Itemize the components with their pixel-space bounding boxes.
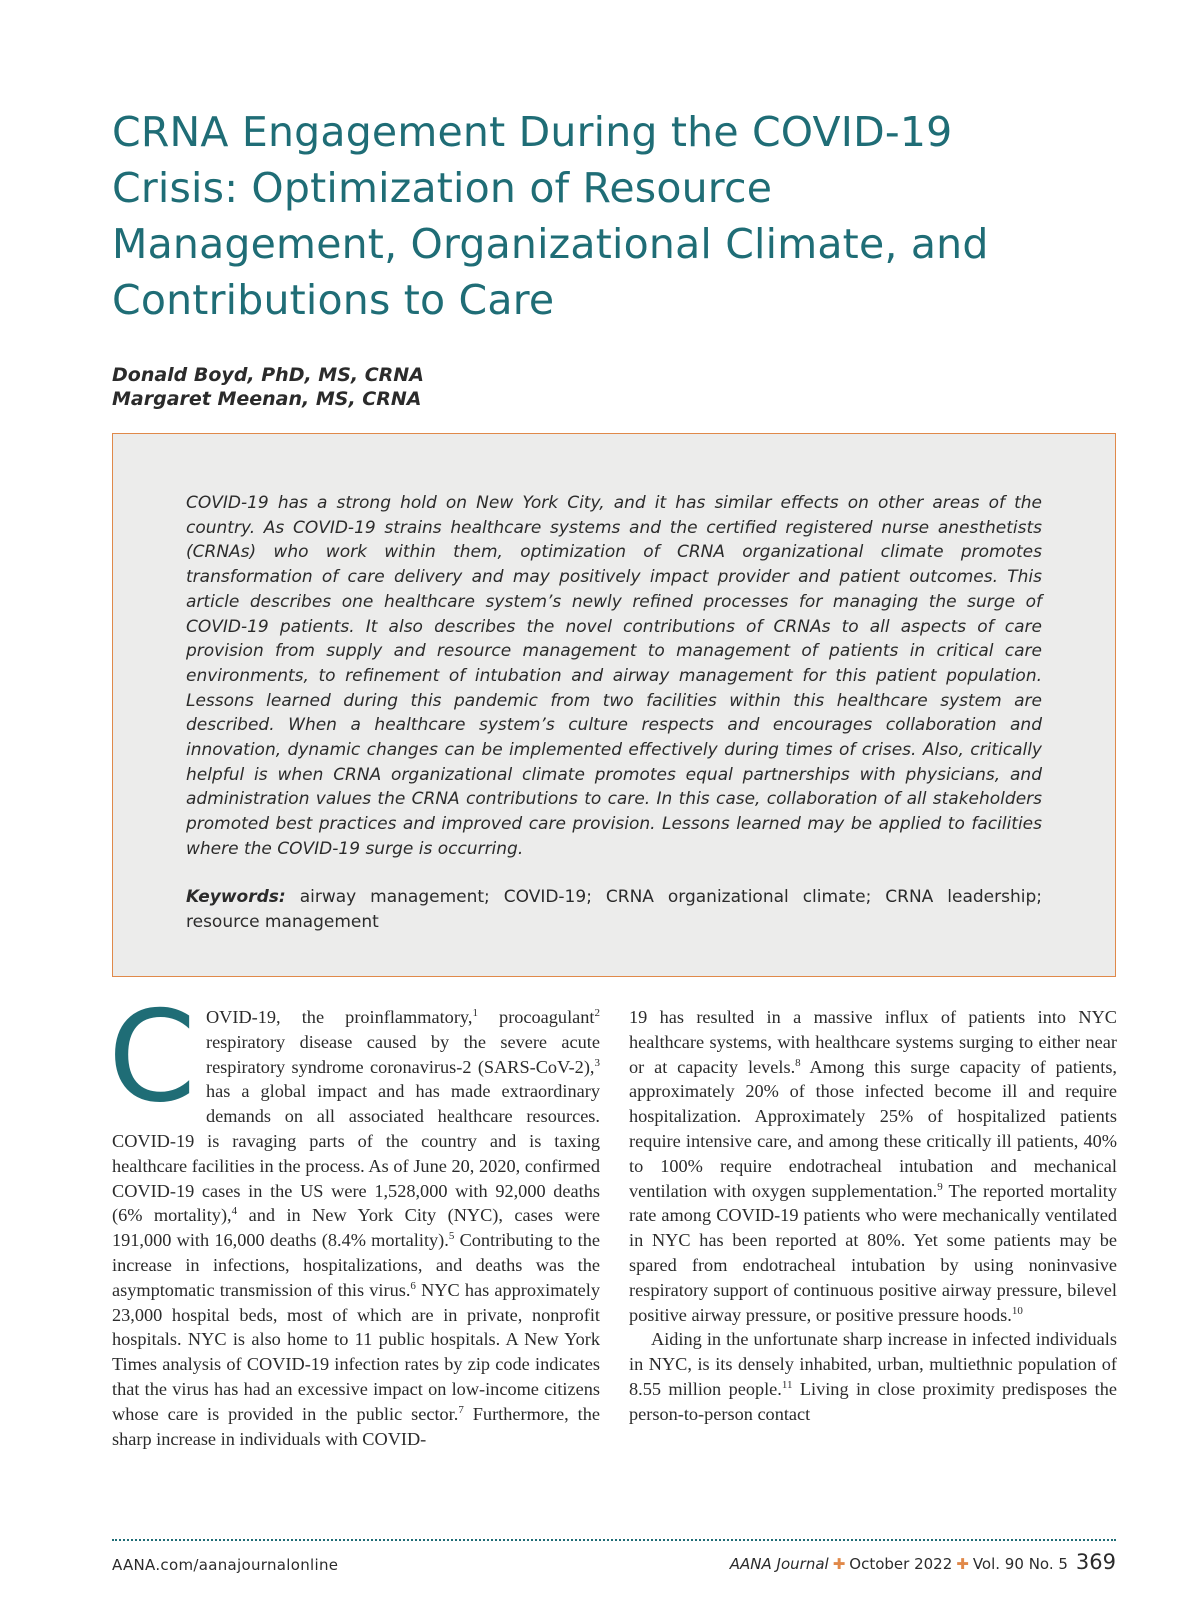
issue-date: October 2022 [849, 1555, 953, 1573]
body-column-left [108, 983, 600, 1451]
keywords [186, 885, 1042, 934]
citation-reference: 3 [594, 1056, 600, 1069]
citation-reference: 7 [458, 1403, 464, 1416]
author-name: Donald Boyd, PhD, MS, CRNA [112, 364, 424, 386]
volume: Vol. 90 [972, 1555, 1024, 1573]
journal-name: AANA Journal [729, 1555, 829, 1573]
drop-cap: C [108, 983, 196, 1130]
citation-reference: 11 [781, 1378, 793, 1391]
citation-reference: 2 [594, 1006, 600, 1019]
author-name: Margaret Meenan, MS, CRNA [112, 388, 422, 410]
body-paragraph: 19 has resulted in a massive influx of patients into NYC healthcare systems, with healthcare systems surging to either near or at capacity levels.$^8$ Among this surge capacity of patients, approximately 20% of those infected become ill and require hospitalization. Approximately 25% of hospitalized patients require intensive care, and among these critically ill patients, 40% to 100% require endotracheal intubation and mechanical ventilation with oxygen supplementation.$^9$ The reported mortality rate among COVID-19 patients who were mechanically ventilated in NYC has been reported at 80%. Yet some patients may be spared from endotracheal intubation by using noninvasive respiratory support of continuous positive airway pressure, bilevel positive airway pressure, or positive pressure hoods.$^{10}$ [629, 1007, 1117, 1325]
abstract-text: COVID-19 has a strong hold on New York City, and it has similar effects on other areas of the country. As COVID-19 strains healthcare systems and the certified registered nurse anesthetists (CRNAs) who work within them, optimization of CRNA organizational climate promotes transformation of care delivery and may positively impact provider and patient outcomes. This article describes one healthcare system’s newly refined processes for managing the surge of COVID-19 patients. It also describes the novel contributions of CRNAs to all aspects of care provision from supply and resource management to management of patients in critical care environments, to refinement of intubation and airway management for this patient population. Lessons learned during this pandemic from two facilities within this healthcare system are described. When a healthcare system’s culture respects and encourages collaboration and innovation, dynamic changes can be implemented effectively during times of crises. Also, critically helpful is when CRNA organizational climate promotes equal partnerships with physicians, and administration values the CRNA contributions to care. In this case, collaboration of all stakeholders promoted best practices and improved care provision. Lessons learned may be applied to facilities where the COVID-19 surge is occurring. [186, 493, 1042, 859]
footer-divider [112, 1539, 1116, 1541]
citation-reference: 4 [231, 1205, 238, 1218]
citation-reference: 1 [472, 1006, 478, 1019]
page-number: 369 [1075, 1550, 1116, 1574]
issue-number: No. 5 [1028, 1555, 1068, 1573]
abstract-box [112, 433, 1116, 977]
citation-reference: 5 [448, 1230, 455, 1243]
body-column-right [629, 1005, 1117, 1427]
keywords-label: Keywords: [186, 887, 286, 907]
plus-separator-icon: ✚ [832, 1555, 846, 1573]
citation-reference: 8 [795, 1056, 801, 1069]
keywords-list: airway management; COVID-19; CRNA organizational climate; CRNA leadership; resource management [186, 887, 1042, 932]
citation-reference: 10 [1011, 1304, 1023, 1317]
body-paragraph: OVID-19, the proinflammatory,$^1$ procoagulant$^2$ respiratory disease caused by the severe acute respiratory syndrome coronavirus-2 (SARS-CoV-2),$^3$ has a global impact and has made extraordinary demands on all associated healthcare resources. COVID-19 is ravaging parts of the country and is taxing healthcare facilities in the process. As of June 20, 2020, confirmed COVID-19 cases in the US were 1,528,000 with 92,000 deaths (6% mortality),$^4$ and in New York City (NYC), cases were 191,000 with 16,000 deaths (8.4% mortality).$^5$ Contributing to the increase in infections, hospitalizations, and deaths was the asymptomatic transmission of this virus.$^6$ NYC has approximately 23,000 hospital beds, most of which are in private, nonprofit hospitals. NYC is also home to 11 public hospitals. A New York Times analysis of COVID-19 infection rates by zip code indicates that the virus has had an excessive impact on low-income citizens whose care is provided in the public sector.$^7$ Furthermore, the sharp increase in individuals with COVID- [112, 1006, 600, 1449]
citation-reference: 9 [937, 1180, 943, 1193]
footer-citation [730, 1550, 1116, 1574]
article-title: CRNA Engagement During the COVID-19 Crisis: Optimization of Resource Management, Organizational Climate, and Contributions to Care [112, 108, 989, 324]
journal-url: AANA.com/aanajournalonline [112, 1556, 339, 1574]
citation-reference: 6 [410, 1279, 416, 1292]
body-paragraph: Aiding in the unfortunate sharp increase in infected individuals in NYC, is its densely inhabited, urban, multiethnic population of 8.55 million people.$^{11}$ Living in close proximity predisposes the person-to-person contact [629, 1329, 1118, 1424]
plus-separator-icon: ✚ [956, 1555, 969, 1573]
author-list [112, 363, 424, 411]
